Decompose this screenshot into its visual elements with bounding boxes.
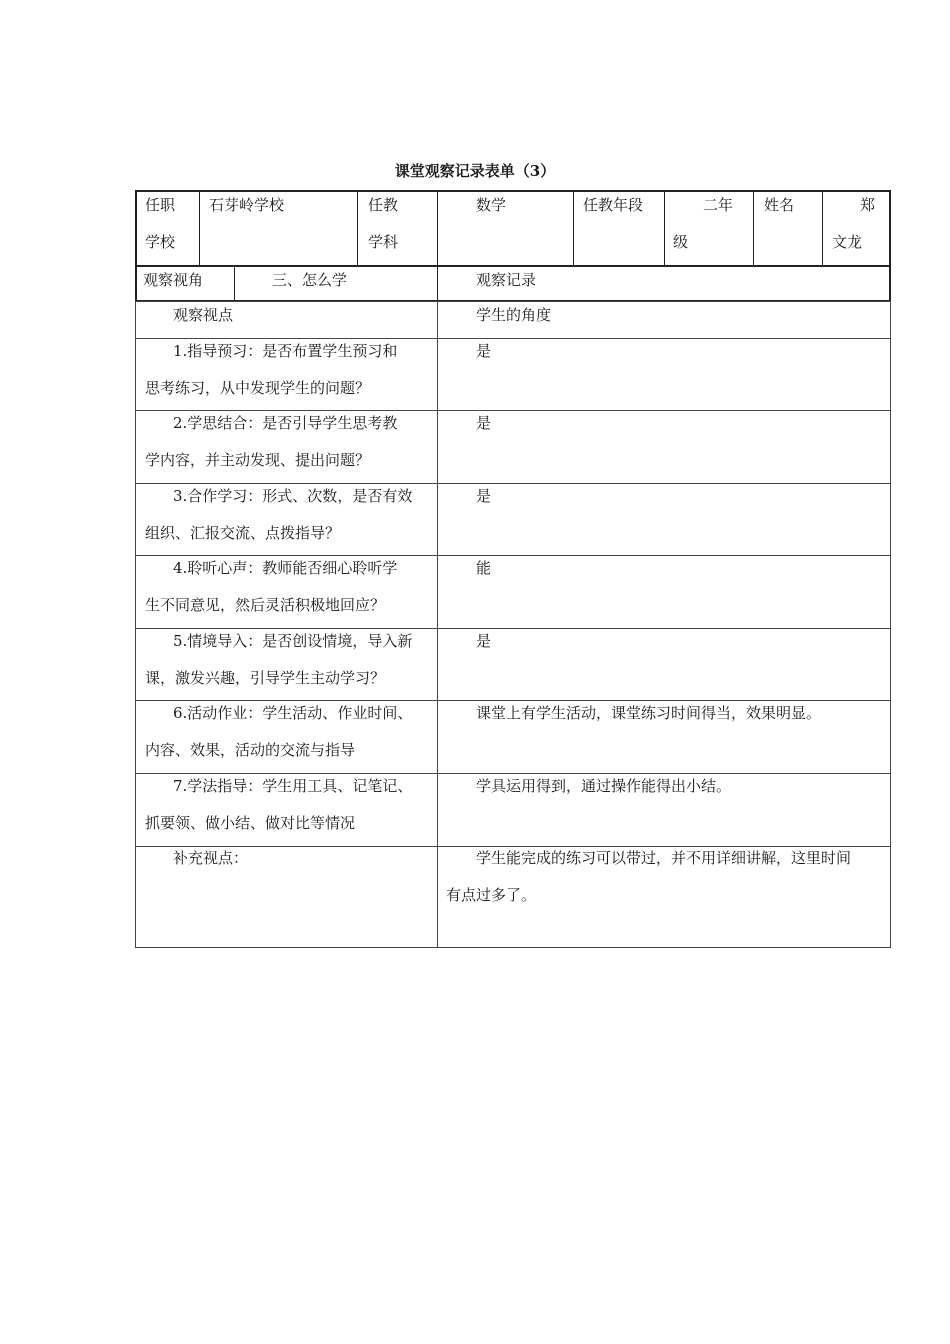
school-label-2: 学校	[145, 233, 176, 251]
viewpoint-7-line2: 抓要领、做小结、做对比等情况	[145, 814, 356, 832]
supplement-record-line1: 学生能完成的练习可以带过，并不用详细讲解，这里时间	[476, 849, 852, 867]
perspective-label: 观察视角	[143, 271, 204, 289]
name-label: 姓名	[764, 196, 795, 214]
record-7: 学具运用得到，通过操作能得出小结。	[476, 777, 732, 795]
name-value-1: 郑	[860, 196, 876, 214]
angle-header: 学生的角度	[476, 306, 552, 324]
viewpoint-2-line1: 2.学思结合：是否引导学生思考教	[173, 414, 398, 432]
record-1: 是	[476, 342, 492, 360]
supplement-label: 补充视点：	[173, 849, 249, 867]
record-5: 是	[476, 632, 492, 650]
record-3: 是	[476, 487, 492, 505]
viewpoint-5-line2: 课，激发兴趣，引导学生主动学习？	[145, 669, 386, 687]
viewpoint-5-line1: 5.情境导入：是否创设情境，导入新	[173, 632, 413, 650]
perspective-value: 三、怎么学	[272, 271, 348, 289]
school-label-1: 任职	[145, 196, 176, 214]
viewpoint-1-line2: 思考练习，从中发现学生的问题？	[145, 379, 371, 397]
viewpoint-6-line1: 6.活动作业：学生活动、作业时间、	[173, 704, 413, 722]
record-6: 课堂上有学生活动，课堂练习时间得当，效果明显。	[476, 704, 822, 722]
viewpoint-1-line1: 1.指导预习：是否布置学生预习和	[173, 342, 398, 360]
viewpoint-4-line2: 生不同意见，然后灵活积极地回应？	[145, 596, 386, 614]
form-title: 课堂观察记录表单（3）	[394, 162, 556, 180]
grade-label: 任教年段	[583, 196, 644, 214]
school-value: 石芽岭学校	[209, 196, 285, 214]
viewpoint-3-line2: 组织、汇报交流、点拨指导？	[145, 524, 341, 542]
grade-value-1: 二年	[703, 196, 734, 214]
viewpoint-7-line1: 7.学法指导：学生用工具、记笔记、	[173, 777, 413, 795]
viewpoint-4-line1: 4.聆听心声：教师能否细心聆听学	[173, 559, 398, 577]
subject-value: 数学	[476, 196, 507, 214]
supplement-record-line2: 有点过多了。	[446, 886, 537, 904]
subject-label-1: 任教	[368, 196, 399, 214]
record-4: 能	[476, 559, 492, 577]
subject-label-2: 学科	[368, 233, 399, 251]
grade-value-2: 级	[673, 233, 689, 251]
record-2: 是	[476, 414, 492, 432]
viewpoint-header: 观察视点	[173, 306, 234, 324]
name-value-2: 文龙	[832, 233, 863, 251]
viewpoint-6-line2: 内容、效果，活动的交流与指导	[145, 741, 356, 759]
record-label: 观察记录	[476, 271, 537, 289]
viewpoint-3-line1: 3.合作学习：形式、次数，是否有效	[173, 487, 413, 505]
viewpoint-2-line2: 学内容，并主动发现、提出问题？	[145, 451, 371, 469]
